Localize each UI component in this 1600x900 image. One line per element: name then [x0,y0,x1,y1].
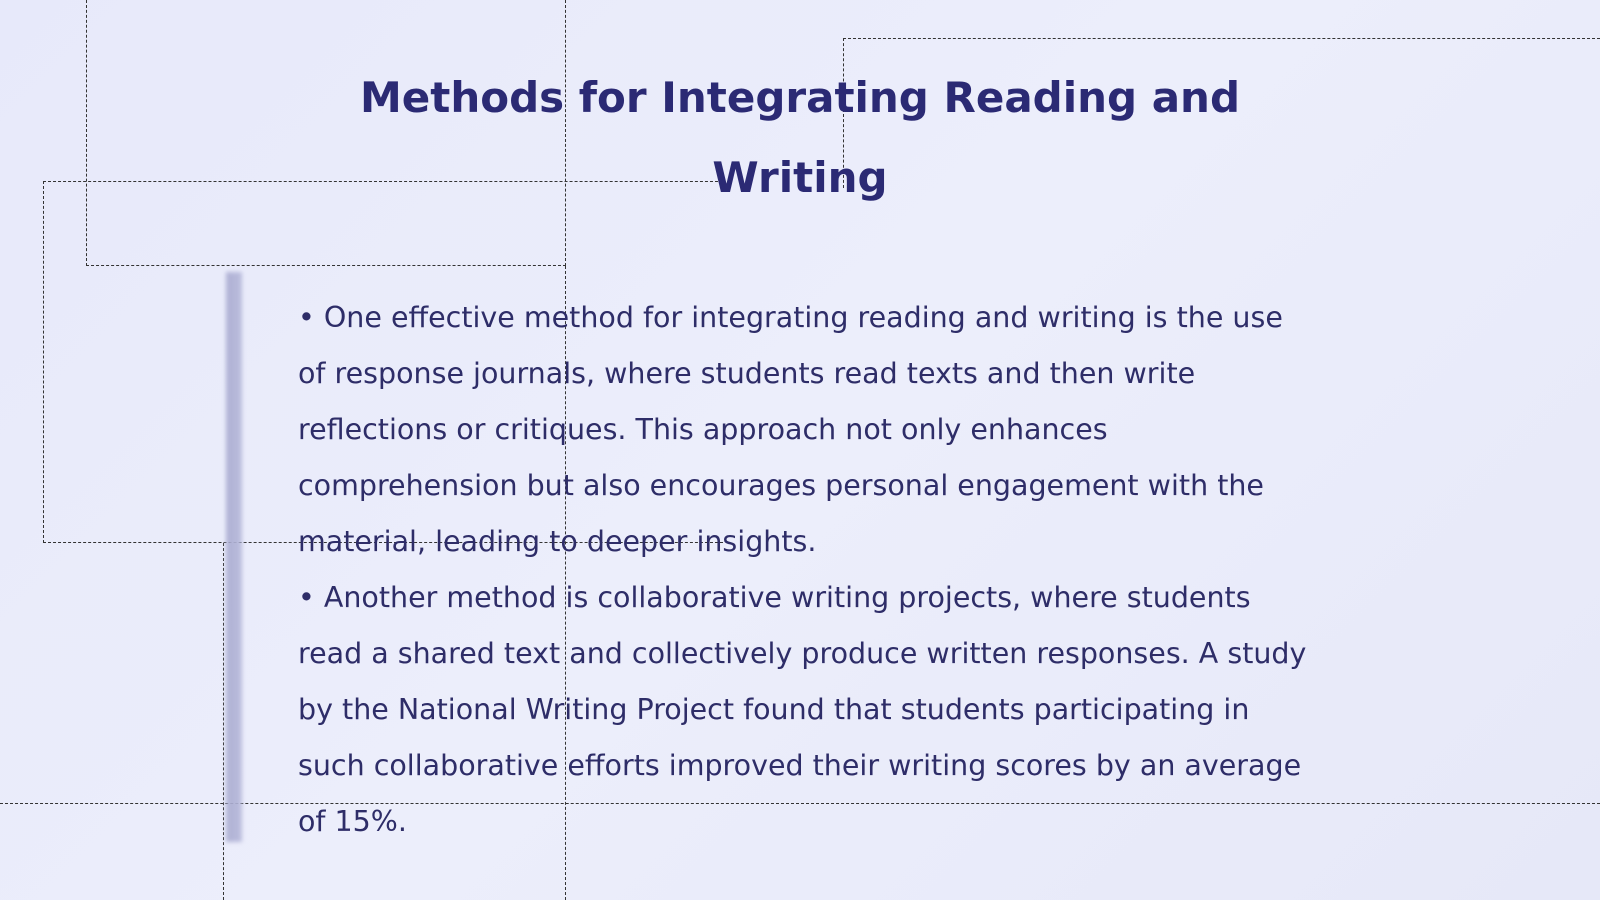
bullet-item: • One effective method for integrating reading and writing is the use of response journals, where students read texts and then write reflections or critiques. This approach not only enhances comprehension but also encourages personal engagement with the material, leading to deeper insights. [298,301,1283,558]
slide-title: Methods for Integrating Reading and Writing [359,73,1241,202]
layout-guide-line [223,543,224,900]
bullet-item: • Another method is collaborative writing projects, where students read a shared text and collectively produce written responses. A study by the National Writing Project found that students participating in such collaborative efforts improved their writing scores by an average of 15%. [298,581,1307,838]
slide-body [298,290,1308,850]
accent-bar [226,272,242,842]
